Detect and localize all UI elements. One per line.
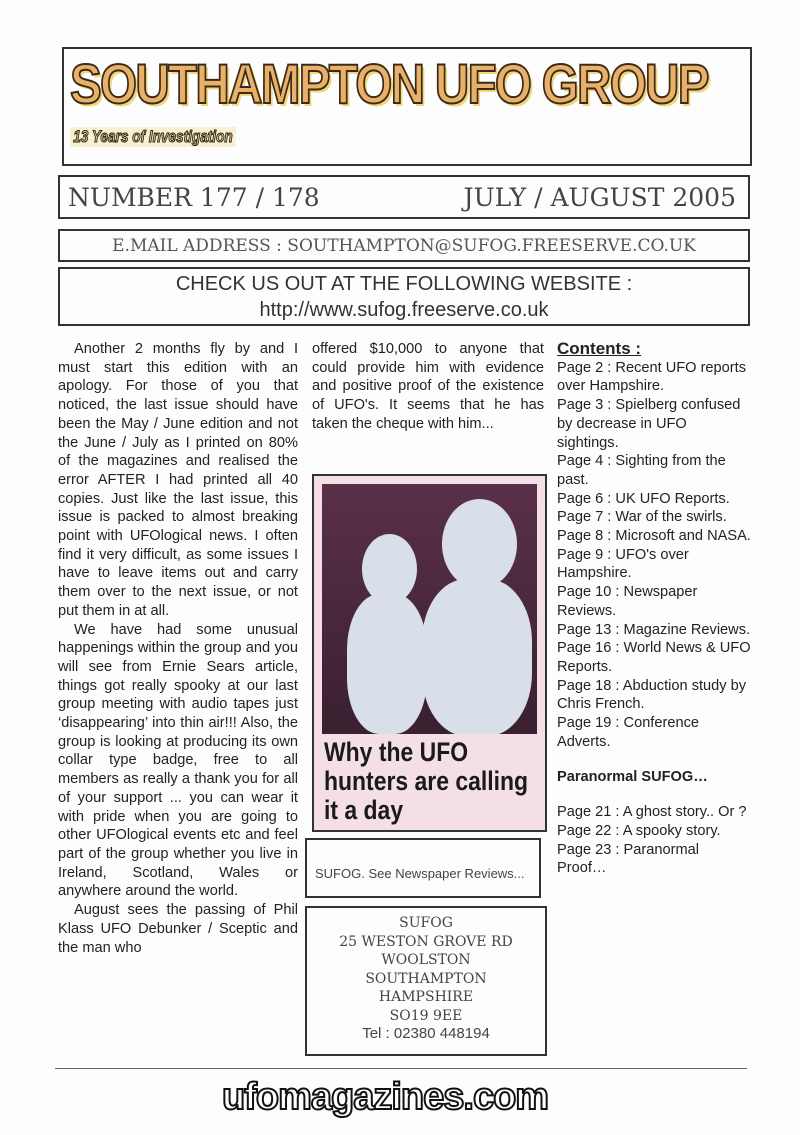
- masthead-title: SOUTHAMPTON UFO GROUP: [70, 52, 708, 115]
- telephone: Tel : 02380 448194: [362, 1025, 490, 1042]
- address-line: HAMPSHIRE: [378, 989, 474, 1005]
- article-paragraph: offered $10,000 to anyone that could provide him with evidence and positive proof of the existence of UFO's. It seems that he has taken the cheque with him...: [312, 341, 544, 432]
- contents-item: Page 3 : Spielberg confused by decrease in UFO sightings.: [557, 397, 741, 451]
- contents-item: Page 13 : Magazine Reviews.: [557, 621, 751, 638]
- website-url: http://www.sufog.freeserve.co.uk: [259, 299, 549, 321]
- email-address: E.MAIL ADDRESS : SOUTHAMPTON@SUFOG.FREESERVE.CO.UK: [58, 229, 750, 262]
- article-paragraph: August sees the passing of Phil Klass UFO Debunker / Sceptic and the man who: [58, 902, 298, 956]
- image-caption: SUFOG. See Newspaper Reviews...: [305, 838, 541, 898]
- contents-item: Page 16 : World News & UFO Reports.: [557, 640, 751, 675]
- watermark: ufomagazines.com: [222, 1076, 549, 1118]
- issue-number: NUMBER 177 / 178: [68, 183, 320, 212]
- contents-item: Page 9 : UFO's over Hampshire.: [557, 546, 689, 582]
- paranormal-heading: Paranormal SUFOG…: [557, 769, 708, 786]
- contents-item: Page 2 : Recent UFO reports over Hampshire.: [557, 359, 746, 395]
- article-paragraph: Another 2 months fly by and I must start this edition with an apology. For those of you that noticed, the last issue should have been the May / June edition and not the June / July as I printed on 80% of the magazines and realised the error AFTER I had printed all 40 copies. Just like the last issue, this issue is packed to almost breaking point with UFOlogical news. I often find it very difficult, as some issues I have to leave items out and carry them over to the next issue, or not put them in at all.: [58, 341, 298, 619]
- article-column-middle: [312, 340, 544, 434]
- address-line: 25 WESTON GROVE RD: [339, 933, 513, 950]
- contents-heading: Contents :: [557, 339, 642, 358]
- website-label: CHECK US OUT AT THE FOLLOWING WEBSITE :: [175, 273, 633, 295]
- bottom-divider: [55, 1068, 747, 1069]
- contents-item: Page 23 : Paranormal Proof…: [557, 841, 699, 877]
- contents-item: Page 6 : UK UFO Reports.: [557, 490, 730, 507]
- contents-column: [557, 340, 752, 878]
- contents-item: Page 10 : Newspaper Reviews.: [557, 584, 698, 619]
- contents-item: Page 19 : Conference Adverts.: [557, 715, 699, 750]
- alien-photo: [322, 484, 537, 734]
- masthead-subtitle: 13 Years of Investigation: [70, 127, 236, 147]
- clipping-headline: Why the UFO hunters are calling it a day: [324, 737, 529, 825]
- address-box: [305, 906, 547, 1056]
- address-line: WOOLSTON: [381, 952, 471, 968]
- masthead: [62, 47, 752, 166]
- contents-item: Page 4 : Sighting from the past.: [557, 453, 726, 488]
- article-column-left: [58, 340, 298, 957]
- address-line: SUFOG: [399, 915, 453, 931]
- contents-item: Page 7 : War of the swirls.: [557, 509, 727, 526]
- issue-date: JULY / AUGUST 2005: [463, 183, 736, 212]
- address-line: SOUTHAMPTON: [365, 970, 487, 987]
- contents-item: Page 8 : Microsoft and NASA.: [557, 528, 751, 545]
- contents-item: Page 21 : A ghost story.. Or ?: [557, 804, 747, 821]
- contents-item: Page 18 : Abduction study by Chris French.: [557, 677, 747, 713]
- issue-bar: [58, 175, 750, 219]
- newspaper-clipping-image: [312, 474, 547, 832]
- address-line: SO19 9EE: [389, 1007, 463, 1024]
- website-box: [58, 267, 750, 326]
- contents-item: Page 22 : A spooky story.: [557, 822, 721, 839]
- article-paragraph: We have had some unusual happenings within the group and you will see from Ernie Sears article, things got really spooky at our last group meeting with audio tapes just ‘disappearing’ into thin air!!! Also, the group is looking at producing its own collar type badge, free to all members as really a thank you for all of your support ... you can wear it with pride when you are going to other UFOlogical events etc and feel part of the group whether you live in Ireland, Scotland, Wales or anywhere around the world.: [58, 621, 298, 900]
